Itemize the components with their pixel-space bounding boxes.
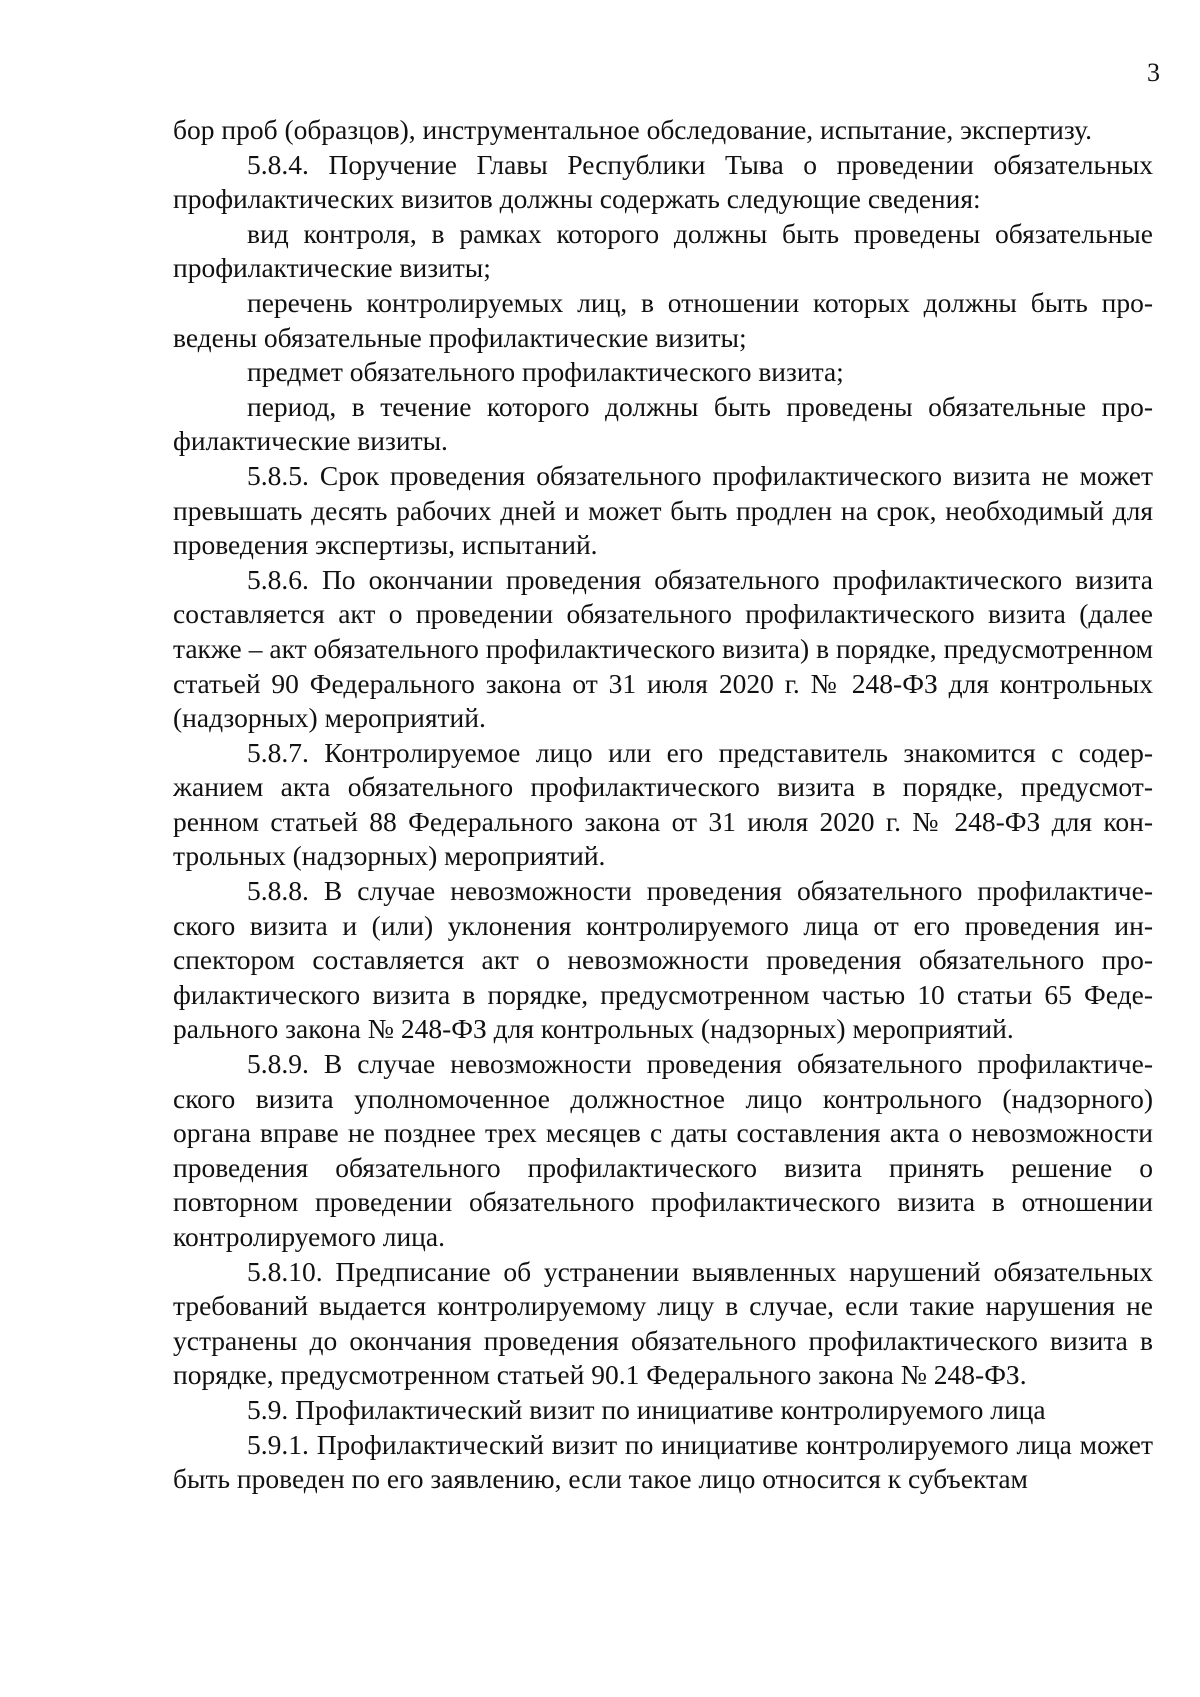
document-body	[173, 113, 1153, 1497]
paragraph-5-9-1: 5.9.1. Профилактический визит по инициативе контролируемого лица может быть проведен по его заявлению, если такое лицо относится к субъектам	[173, 1428, 1153, 1495]
section-heading-5-9: 5.9. Профилактический визит по инициативе контролируемого лица	[247, 1393, 1046, 1425]
paragraph-5-8-6: 5.8.6. По окончании проведения обязательного профилактического визита составляется акт о проведении обязательного профилактического визита (далее также – акт обязательного профилактического визита) в порядке, предусмотренном статьей 90 Федерального закона от 31 июля 2020 г. № 248-ФЗ для контрольных (надзорных) мероприятий.	[173, 563, 1153, 734]
paragraph-5-8-7: 5.8.7. Контролируемое лицо или его представитель знакомится с содержанием акта обязательного профилактического визита в порядке, предусмотренном статьей 88 Федерального закона от 31 июля 2020 г. № 248-ФЗ для контрольных (надзорных) мероприятий.	[173, 736, 1153, 872]
paragraph-5-8-5: 5.8.5. Срок проведения обязательного профилактического визита не может превышать десять рабочих дней и может быть продлен на срок, необходимый для проведения экспертизы, испытаний.	[173, 459, 1153, 561]
paragraph-visit-subject: предмет обязательного профилактического визита;	[247, 356, 844, 388]
paragraph-5-8-4: 5.8.4. Поручение Главы Республики Тыва о проведении обязательных профилактических визитов должны содержать следующие сведения:	[173, 148, 1153, 215]
paragraph-controlled-persons-list: перечень контролируемых лиц, в отношении которых должны быть проведены обязательные профилактические визиты;	[173, 286, 1153, 353]
paragraph-5-8-8: 5.8.8. В случае невозможности проведения обязательного профилактического визита и (или) уклонения контролируемого лица от его проведения инспектором составляется акт о невозможности проведения обязательного профилактического визита в порядке, предусмотренном частью 10 статьи 65 Федерального закона № 248-ФЗ для контрольных (надзорных) мероприятий.	[173, 875, 1153, 1045]
paragraph-visit-period: период, в течение которого должны быть проведены обязательные профилактические визиты.	[173, 390, 1153, 457]
paragraph-5-8-9: 5.8.9. В случае невозможности проведения обязательного профилактического визита уполномоченное должностное лицо контрольного (надзорного) органа вправе не позднее трех месяцев с даты составления акта о невозможности проведения обязательного профилактического визита принять решение о повторном проведении обязательного профилактического визита в отношении контролируемого лица.	[173, 1048, 1153, 1252]
paragraph-5-8-10: 5.8.10. Предписание об устранении выявленных нарушений обязательных требований выдается контролируемому лицу в случае, если такие нарушения не устранены до окончания проведения обязательного профилактического визита в порядке, предусмотренном статьей 90.1 Федерального закона № 248-ФЗ.	[173, 1255, 1153, 1391]
page-number: 3	[1147, 58, 1160, 87]
paragraph-control-type: вид контроля, в рамках которого должны быть проведены обязательные профилактические визиты;	[173, 217, 1153, 284]
paragraph-continuation: бор проб (образцов), инструментальное обследование, испытание, экспертизу.	[173, 114, 1092, 145]
